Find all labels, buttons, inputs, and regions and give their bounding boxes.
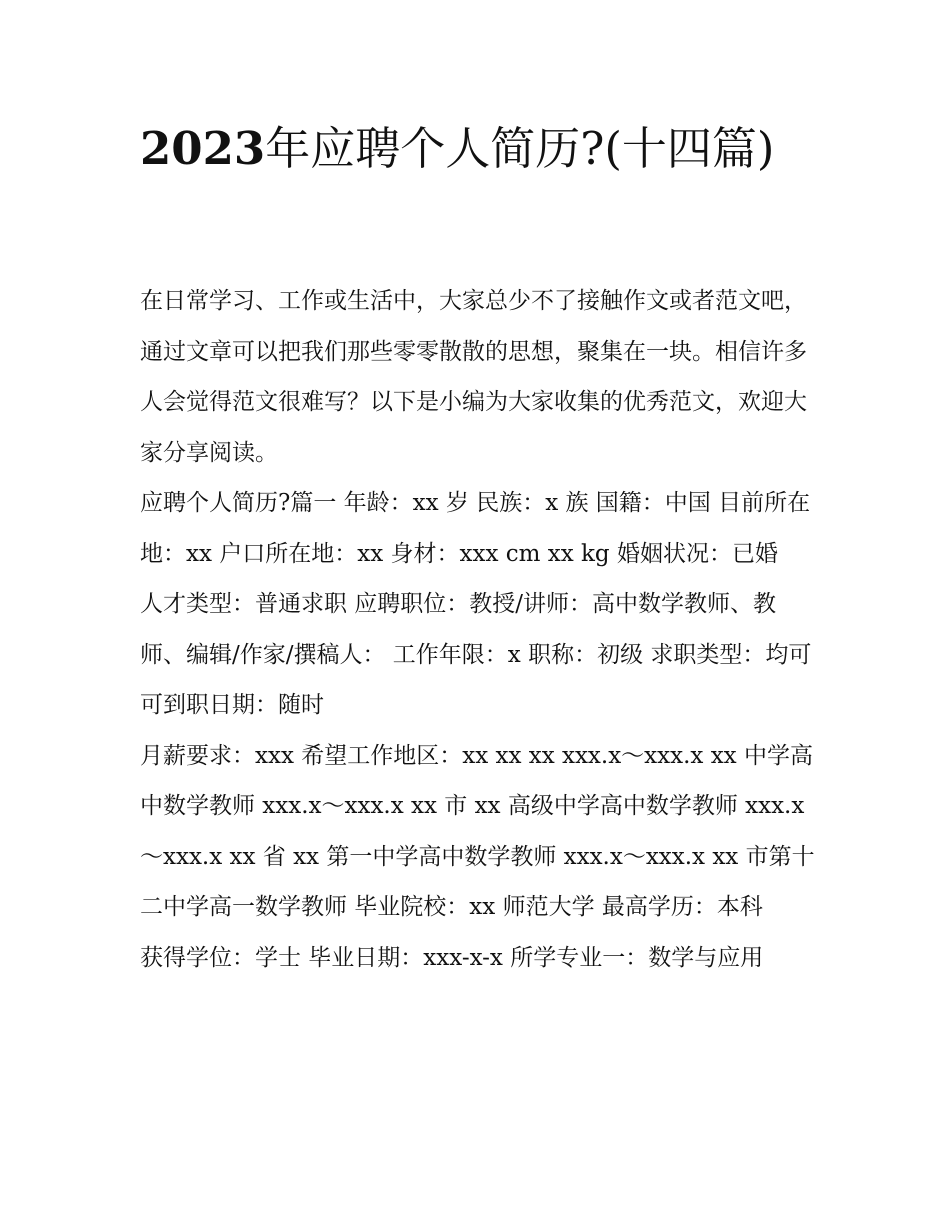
document-title (140, 116, 780, 182)
paragraph-personal-info: 应聘个人简历?篇一 年龄：xx 岁 民族：x 族 国籍：中国 目前所在地：xx 户口所在地：xx 身材：xxx cm xx kg 婚姻状况：已婚 (140, 490, 811, 567)
paragraph-job-info: 人才类型：普通求职 应聘职位：教授/讲师：高中数学教师、教师、编辑/作家/撰稿人： 工作年限：x 职称：初级 求职类型：均可 可到职日期：随时 (140, 591, 812, 718)
paragraph-intro: 在日常学习、工作或生活中，大家总少不了接触作文或者范文吧，通过文章可以把我们那些零零散散的思想，聚集在一块。相信许多人会觉得范文很难写？以下是小编为大家收集的优秀范文，欢迎大家分享阅读。 (140, 288, 807, 466)
paragraph-education: 获得学位：学士 毕业日期：xxx-x-x 所学专业一：数学与应用 (140, 944, 764, 971)
title-year: 2023 (140, 122, 266, 175)
title-text: 年应聘个人简历?(十四篇) (265, 122, 775, 175)
paragraph-experience: 月薪要求：xxx 希望工作地区：xx xx xx xxx.x～xxx.x xx 中学高中数学教师 xxx.x～xxx.x xx 市 xx 高级中学高中数学教师 xxx.x～xxx.x xx 省 xx 第一中学高中数学教师 xxx.x～xxx.x xx 市第十二中学高一数学教师 毕业院校：xx 师范大学 最高学历：本科 (140, 742, 815, 920)
document-body (140, 276, 816, 983)
